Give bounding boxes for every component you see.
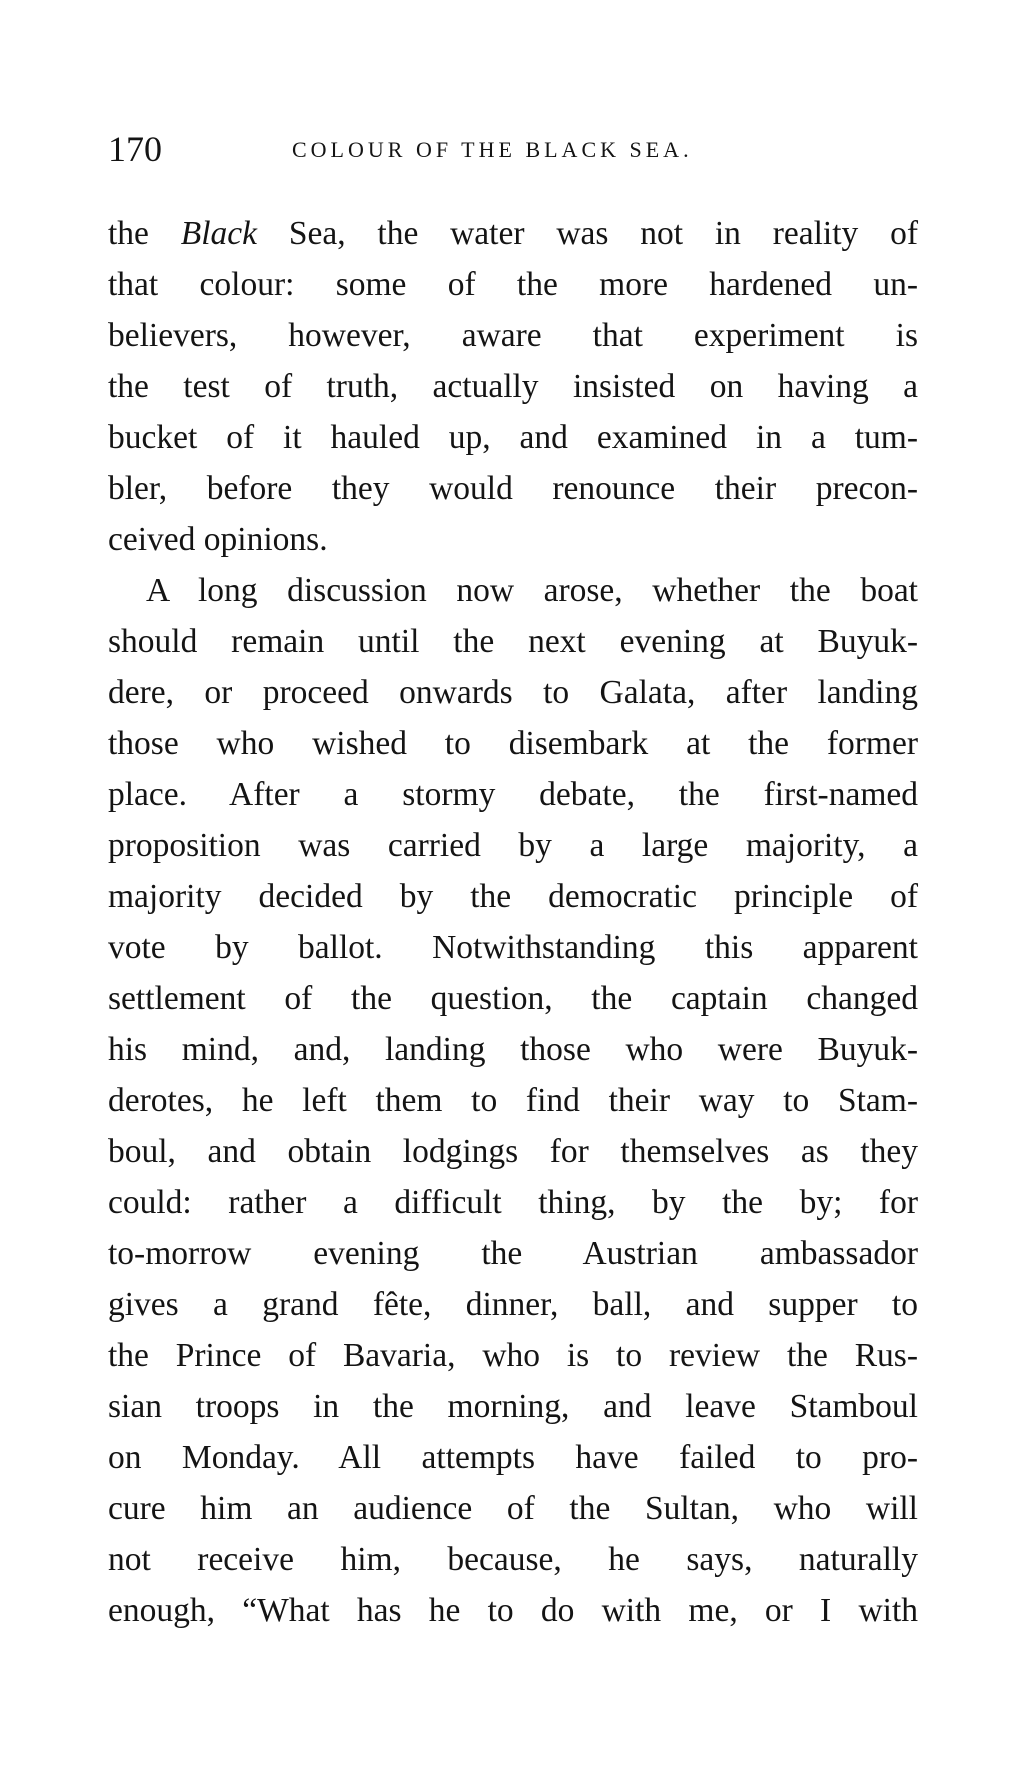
text-line: majority decided by the democratic principle of: [108, 878, 918, 915]
text-line: the Prince of Bavaria, who is to review the Rus-: [108, 1337, 918, 1374]
text-line: enough, “What has he to do with me, or I with: [108, 1592, 918, 1629]
italic-word: Black: [180, 215, 258, 252]
page-number: 170: [108, 129, 162, 169]
text-line: his mind, and, landing those who were Buyuk-: [108, 1031, 918, 1068]
text-line: to-morrow evening the Austrian ambassador: [108, 1235, 918, 1272]
running-title: COLOUR OF THE BLACK SEA.: [292, 137, 693, 162]
body-text: [108, 208, 918, 1636]
text-line: cure him an audience of the Sultan, who will: [108, 1490, 918, 1527]
text-line: ceived opinions.: [108, 521, 328, 558]
text-line: settlement of the question, the captain changed: [108, 980, 918, 1017]
text-line: [108, 208, 918, 259]
text-line: on Monday. All attempts have failed to pro-: [108, 1439, 918, 1476]
text-line: gives a grand fête, dinner, ball, and supper to: [108, 1286, 918, 1323]
text-line: should remain until the next evening at Buyuk-: [108, 623, 918, 660]
text-line: dere, or proceed onwards to Galata, after landing: [108, 674, 918, 711]
paragraph-1: [108, 208, 918, 565]
text-line: bler, before they would renounce their precon-: [108, 470, 918, 507]
text-line: those who wished to disembark at the former: [108, 725, 918, 762]
text-line: A long discussion now arose, whether the boat: [146, 572, 918, 609]
text-line: place. After a stormy debate, the first-named: [108, 776, 918, 813]
text-line: derotes, he left them to find their way to Stam-: [108, 1082, 918, 1119]
text-line: proposition was carried by a large majority, a: [108, 827, 918, 864]
text-line: sian troops in the morning, and leave Stamboul: [108, 1388, 918, 1425]
running-head: [108, 124, 918, 174]
text-line: boul, and obtain lodgings for themselves as they: [108, 1133, 918, 1170]
text-line: believers, however, aware that experiment is: [108, 317, 918, 354]
text-line: the test of truth, actually insisted on having a: [108, 368, 918, 405]
text-line: bucket of it hauled up, and examined in a tum-: [108, 419, 918, 456]
text-segment: the: [108, 215, 181, 252]
paragraph-2: [108, 565, 918, 1636]
text-line: not receive him, because, he says, naturally: [108, 1541, 918, 1578]
text-line: vote by ballot. Notwithstanding this apparent: [108, 929, 918, 966]
text-line: could: rather a difficult thing, by the by; for: [108, 1184, 918, 1221]
text-segment: Sea, the water was not in reality of: [257, 215, 918, 252]
text-line: that colour: some of the more hardened un-: [108, 266, 918, 303]
